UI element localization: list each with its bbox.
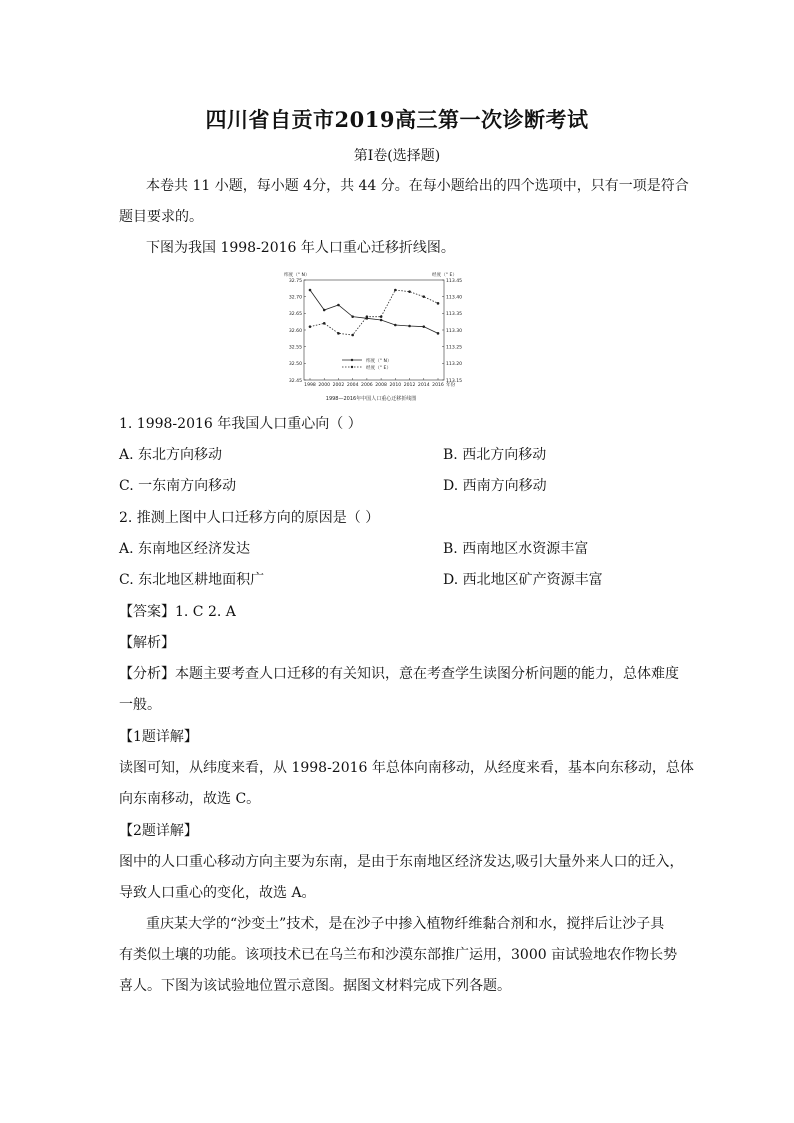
data-point (408, 325, 411, 328)
data-point (351, 315, 354, 318)
legend-marker (351, 359, 353, 361)
y-left-tick-label: 32.70 (288, 295, 302, 301)
q1-option-d: D. 西南方向移动 (443, 478, 547, 494)
legend-label: 经度（° E） (366, 365, 392, 371)
data-point (394, 289, 397, 292)
x-tick-label: 2010 (389, 383, 402, 388)
analysis-heading: 【解析】 (119, 635, 175, 651)
q1-stem: 1. 1998-2016 年我国人口重心向（ ） (119, 416, 362, 432)
y-left-tick-label: 32.60 (288, 328, 302, 334)
data-point (394, 324, 397, 327)
answer-line: 【答案】1. C 2. A (119, 604, 236, 620)
q2-stem: 2. 推测上图中人口迁移方向的原因是（ ） (119, 510, 380, 526)
analysis-line-2: 一般。 (119, 697, 161, 713)
q2-option-d: D. 西北地区矿产资源丰富 (443, 572, 603, 588)
data-point (422, 295, 425, 298)
q1-option-a: A. 东北方向移动 (119, 447, 223, 463)
x-tick-label: 2012 (403, 383, 416, 388)
y-left-tick-label: 32.45 (288, 378, 302, 384)
intro-line-1: 本卷共 11 小题，每小题 4分，共 44 分。在每小题给出的四个选项中，只有一项是符合 (146, 178, 689, 194)
chart-title: 1998—2016年中国人口重心迁移折线图 (325, 396, 417, 402)
x-tick-label: 2006 (361, 383, 373, 388)
passage-line-1: 重庆某大学的“沙变土”技术，是在沙子中掺入植物纤维黏合剂和水，搅拌后让沙子具 (146, 916, 665, 932)
y-left-tick-label: 32.55 (288, 345, 302, 351)
x-tick-label: 2000 (318, 383, 331, 388)
q2-explain-line-1: 图中的人口重心移动方向主要为东南，是由于东南地区经济发达,吸引大量外来人口的迁入， (119, 854, 684, 870)
series-line-longitude (310, 290, 438, 335)
data-point (351, 334, 354, 337)
data-point (323, 322, 326, 325)
data-point (380, 315, 383, 318)
data-point (437, 332, 440, 335)
data-point (437, 302, 440, 305)
q1-explain-heading: 【1题详解】 (119, 729, 198, 745)
population-center-chart (268, 268, 474, 404)
analysis-line-1: 【分析】本题主要考查人口迁移的有关知识，意在考查学生读图分析问题的能力，总体难度 (119, 666, 679, 682)
data-point (309, 289, 312, 292)
data-point (422, 325, 425, 328)
data-point (337, 332, 340, 335)
x-tick-label: 2002 (332, 383, 345, 388)
x-axis-label: 年份 (446, 383, 456, 388)
legend-label: 纬度（° N） (366, 358, 392, 364)
y-right-tick-label: 113.20 (446, 362, 463, 368)
x-tick-label: 2004 (346, 383, 359, 388)
y-right-tick-label: 113.30 (446, 328, 463, 334)
x-tick-label: 1998 (304, 383, 316, 388)
series-line-latitude (310, 290, 438, 333)
q1-option-c: C. 一东南方向移动 (119, 478, 237, 494)
x-tick-label: 2016 (432, 383, 444, 388)
legend-marker (351, 366, 353, 368)
data-point (323, 309, 326, 312)
y-left-axis-label: 纬度（° N） (284, 273, 310, 278)
x-tick-label: 2014 (417, 383, 430, 388)
y-right-tick-label: 113.40 (446, 295, 463, 301)
passage-line-3: 喜人。下图为该试验地位置示意图。据图文材料完成下列各题。 (119, 978, 511, 994)
passage-line-2: 有类似土壤的功能。该项技术已在乌兰布和沙漠东部推广运用，3000 亩试验地农作物长势 (119, 947, 678, 963)
y-left-tick-label: 32.65 (288, 312, 302, 318)
q1-explain-line-1: 读图可知，从纬度来看，从 1998-2016 年总体向南移动，从经度来看，基本向东移动，总体 (119, 760, 694, 776)
data-point (408, 290, 411, 293)
q2-option-b: B. 西南地区水资源丰富 (443, 541, 589, 557)
data-point (380, 319, 383, 322)
y-left-tick-label: 32.75 (288, 278, 302, 284)
figure-intro: 下图为我国 1998-2016 年人口重心迁移折线图。 (146, 240, 455, 256)
q1-option-b: B. 西北方向移动 (443, 447, 547, 463)
q2-explain-heading: 【2题详解】 (119, 823, 198, 839)
y-right-tick-label: 113.15 (446, 378, 463, 384)
intro-line-2: 题目要求的。 (119, 209, 203, 225)
y-right-tick-label: 113.35 (446, 312, 463, 318)
x-tick-label: 2008 (375, 383, 387, 388)
q2-option-a: A. 东南地区经济发达 (119, 541, 251, 557)
q1-explain-line-2: 向东南移动，故选 C。 (119, 791, 261, 807)
section-subtitle: 第I卷(选择题) (353, 148, 441, 164)
y-right-axis-label: 经度（° E） (432, 273, 458, 278)
q2-explain-line-2: 导致人口重心的变化，故选 A。 (119, 885, 316, 901)
data-point (366, 315, 369, 318)
y-right-tick-label: 113.45 (446, 278, 463, 284)
y-right-tick-label: 113.25 (446, 345, 463, 351)
q2-option-c: C. 东北地区耕地面积广 (119, 572, 265, 588)
data-point (309, 325, 312, 328)
y-left-tick-label: 32.50 (288, 362, 302, 368)
data-point (337, 304, 340, 307)
page-title: 四川省自贡市2019高三第一次诊断考试 (205, 107, 589, 132)
